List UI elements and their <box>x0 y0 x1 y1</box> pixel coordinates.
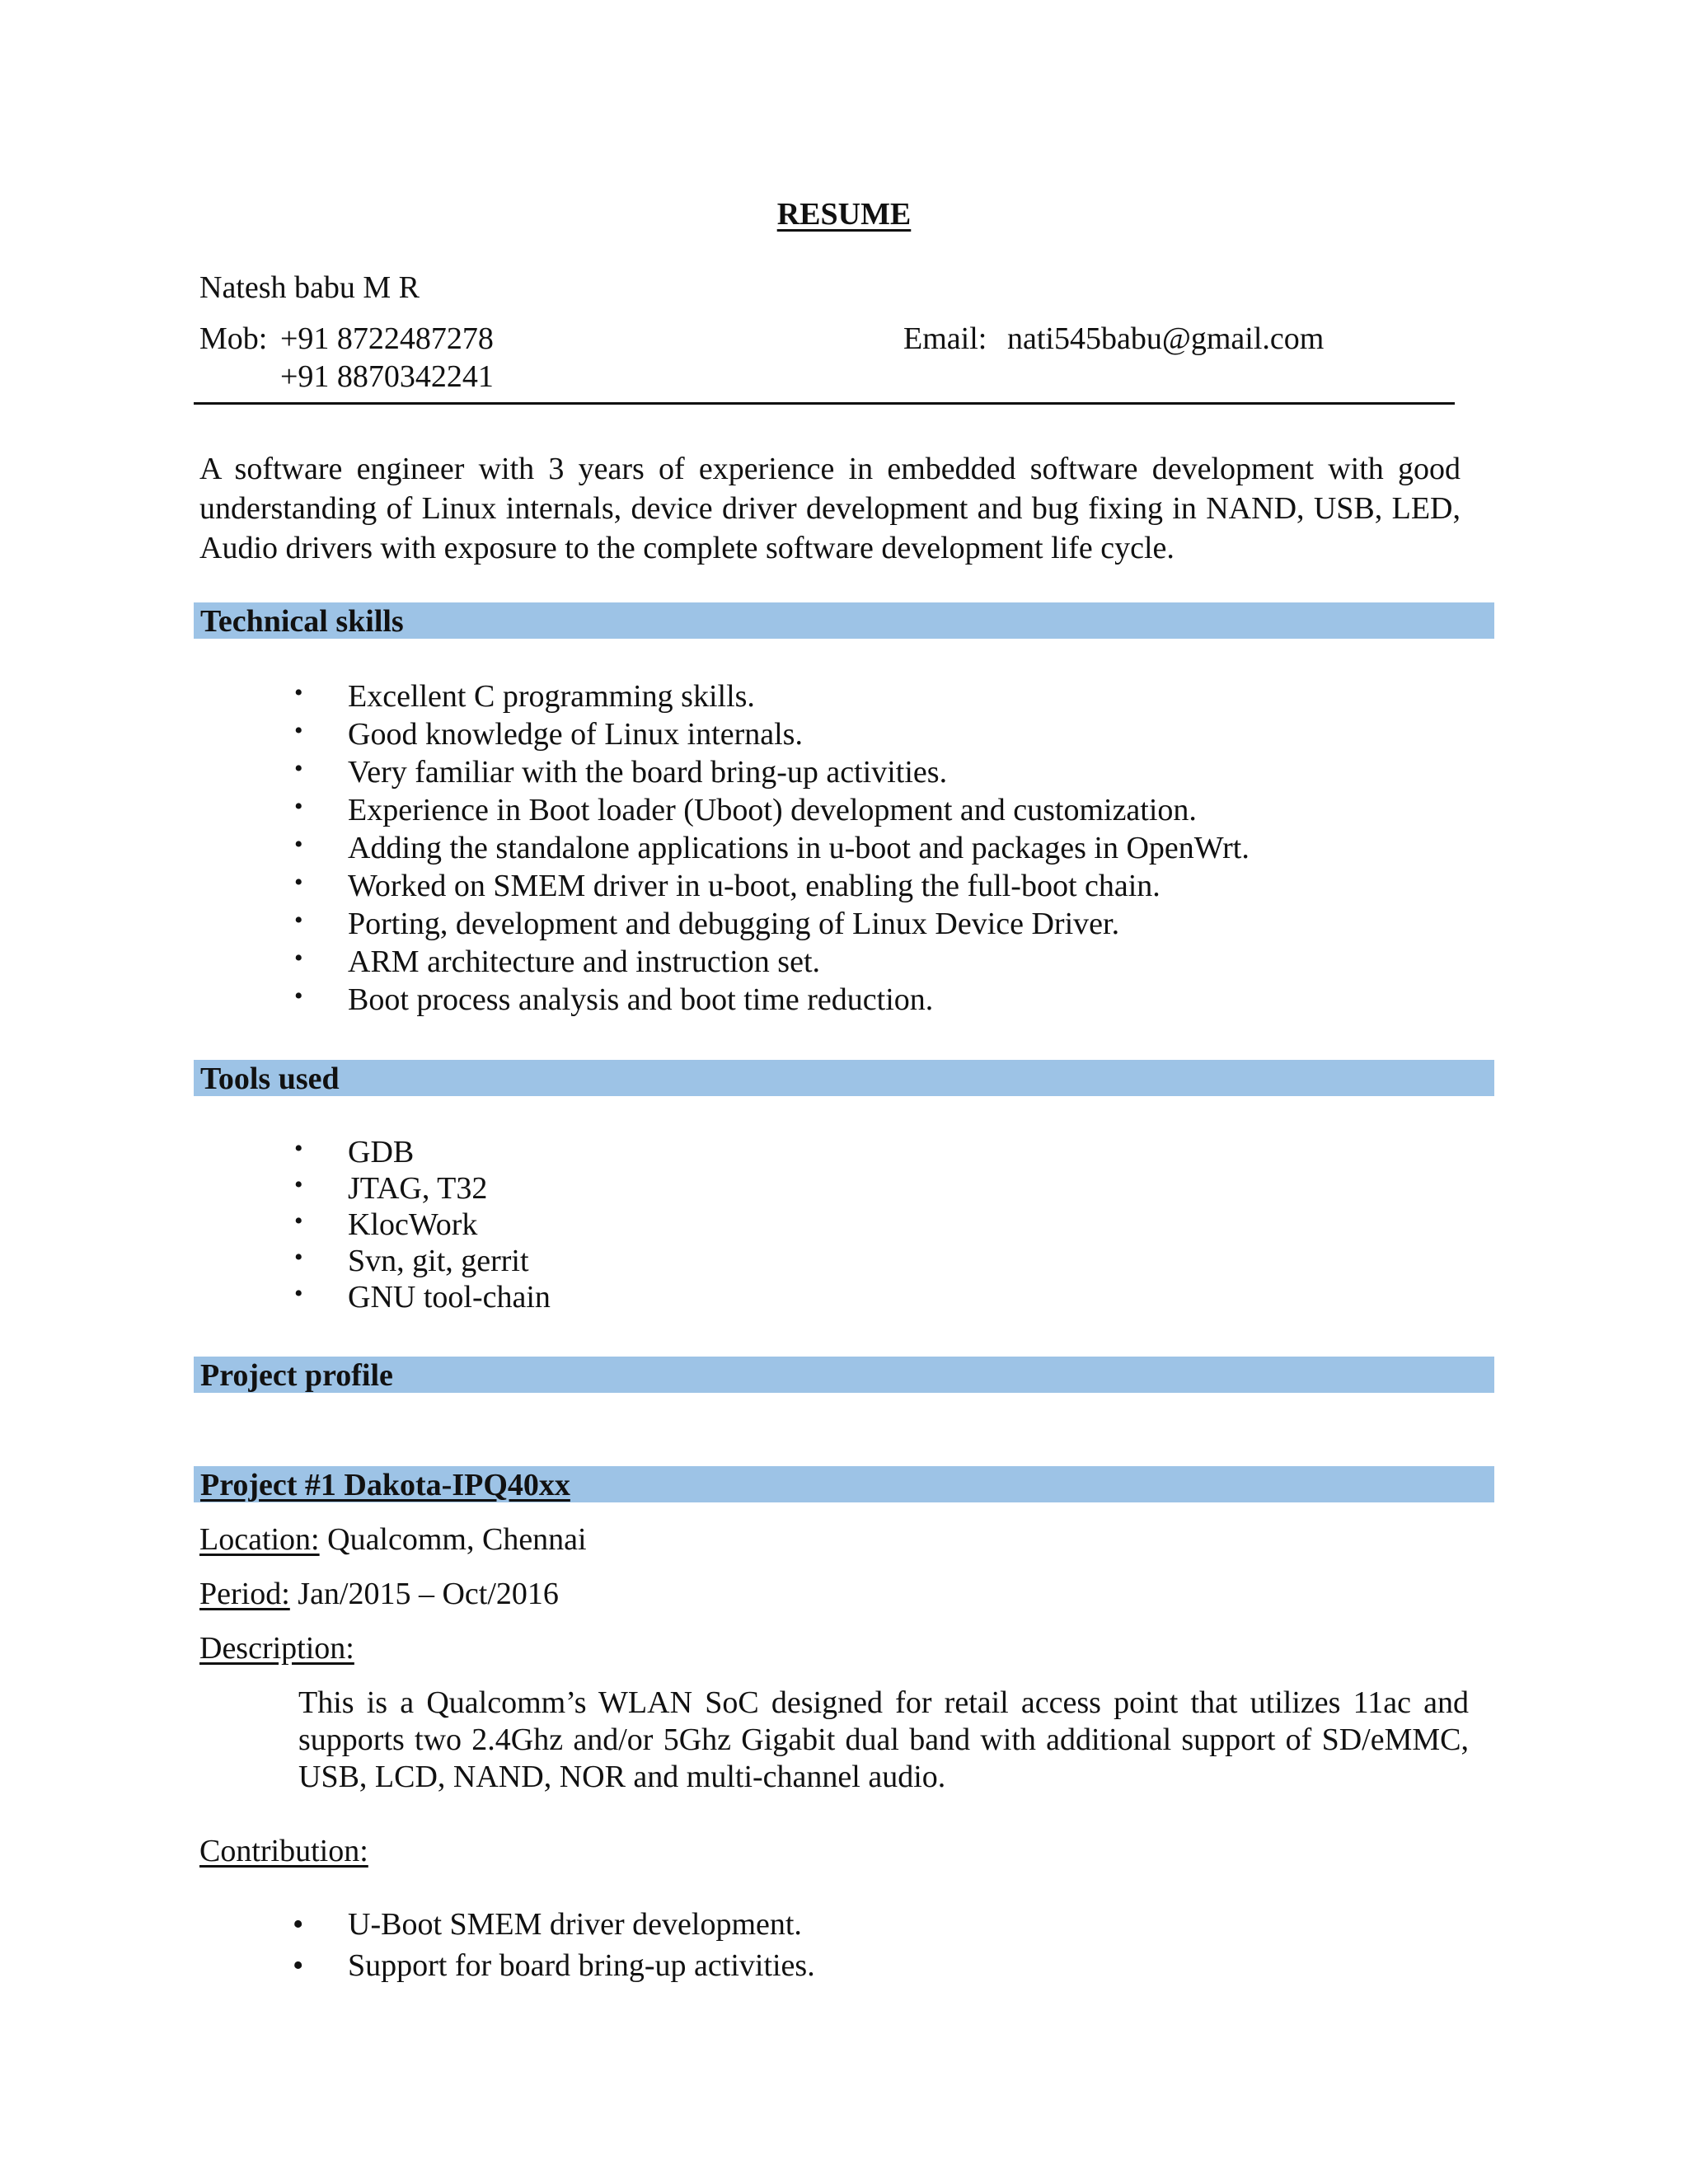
section-band-project-profile <box>194 1357 1494 1393</box>
tools-list <box>0 1134 551 1315</box>
bullet-icon: • <box>294 982 303 1010</box>
bullet-icon: • <box>294 944 303 972</box>
bullet-icon: • <box>294 907 303 934</box>
period-value: Jan/2015 – Oct/2016 <box>298 1577 559 1611</box>
project-1-heading: Project #1 Dakota-IPQ40xx <box>200 1468 570 1502</box>
resume-title: RESUME <box>776 197 912 232</box>
profile-summary: A software engineer with 3 years of experience in embedded software development with good understanding of Linux internals, device driver development and bug fixing in NAND, USB, LED, Audio drivers with exposure to the complete software development life cycle. <box>199 452 1461 565</box>
list-item: • KlocWork <box>0 1207 551 1243</box>
list-item: • Boot process analysis and boot time reduction. <box>0 981 1250 1019</box>
bullet-icon: • <box>294 793 303 820</box>
bullet-icon: • <box>294 1280 303 1307</box>
list-item: • JTAG, T32 <box>0 1170 551 1207</box>
bullet-icon: • <box>294 717 303 744</box>
phone-primary: +91 8722487278 <box>280 321 494 356</box>
list-item: • Porting, development and debugging of Linux Device Driver. <box>0 905 1250 943</box>
project-description: This is a Qualcomm’s WLAN SoC designed for retail access point that utilizes 11ac and supports two 2.4Ghz and/or 5Ghz Gigabit dual band with additional support of SD/eMMC, USB, LCD, NAND, NOR and multi-channel audio. <box>298 1685 1469 1794</box>
location-label: Location: <box>199 1522 320 1557</box>
bullet-icon: • <box>293 1907 304 1942</box>
candidate-name: Natesh babu M R <box>199 270 420 305</box>
bullet-icon: • <box>294 679 303 706</box>
bullet-icon: • <box>293 1948 304 1983</box>
bullet-icon: • <box>294 1244 303 1271</box>
header-divider <box>194 402 1455 405</box>
section-heading-project-profile: Project profile <box>200 1358 393 1393</box>
section-heading-tools-used: Tools used <box>200 1062 340 1096</box>
email-address: nati545babu@gmail.com <box>1007 321 1325 356</box>
period-label: Period: <box>199 1577 290 1611</box>
contribution-label: Contribution: <box>199 1834 368 1868</box>
list-item: • GNU tool-chain <box>0 1279 551 1315</box>
contribution-list <box>0 1904 815 1986</box>
period-row <box>199 1575 559 1613</box>
phone-secondary: +91 8870342241 <box>280 359 494 394</box>
section-band-technical-skills <box>194 602 1494 639</box>
list-item: • Adding the standalone applications in u-boot and packages in OpenWrt. <box>0 829 1250 867</box>
list-item: • Experience in Boot loader (Uboot) development and customization. <box>0 791 1250 829</box>
list-item: • U-Boot SMEM driver development. <box>0 1904 815 1945</box>
technical-skills-list <box>0 677 1250 1019</box>
list-item: • Svn, git, gerrit <box>0 1243 551 1279</box>
mobile-label: Mob: <box>199 321 268 356</box>
bullet-icon: • <box>294 755 303 782</box>
list-item: • Very familiar with the board bring-up activities. <box>0 753 1250 791</box>
list-item: • ARM architecture and instruction set. <box>0 943 1250 981</box>
bullet-icon: • <box>294 869 303 896</box>
bullet-icon: • <box>294 831 303 858</box>
section-heading-technical-skills: Technical skills <box>200 604 404 639</box>
bullet-icon: • <box>294 1207 303 1235</box>
location-value: Qualcomm, Chennai <box>327 1522 587 1557</box>
bullet-icon: • <box>294 1171 303 1198</box>
list-item: • Good knowledge of Linux internals. <box>0 715 1250 753</box>
email-label: Email: <box>903 321 987 356</box>
list-item: • Excellent C programming skills. <box>0 677 1250 715</box>
section-band-tools-used <box>194 1060 1494 1096</box>
location-row <box>199 1521 587 1558</box>
description-label: Description: <box>199 1631 354 1666</box>
list-item: • Support for board bring-up activities. <box>0 1945 815 1986</box>
list-item: • Worked on SMEM driver in u-boot, enabling the full-boot chain. <box>0 867 1250 905</box>
bullet-icon: • <box>294 1135 303 1162</box>
section-band-project-1 <box>194 1466 1494 1502</box>
list-item: • GDB <box>0 1134 551 1170</box>
